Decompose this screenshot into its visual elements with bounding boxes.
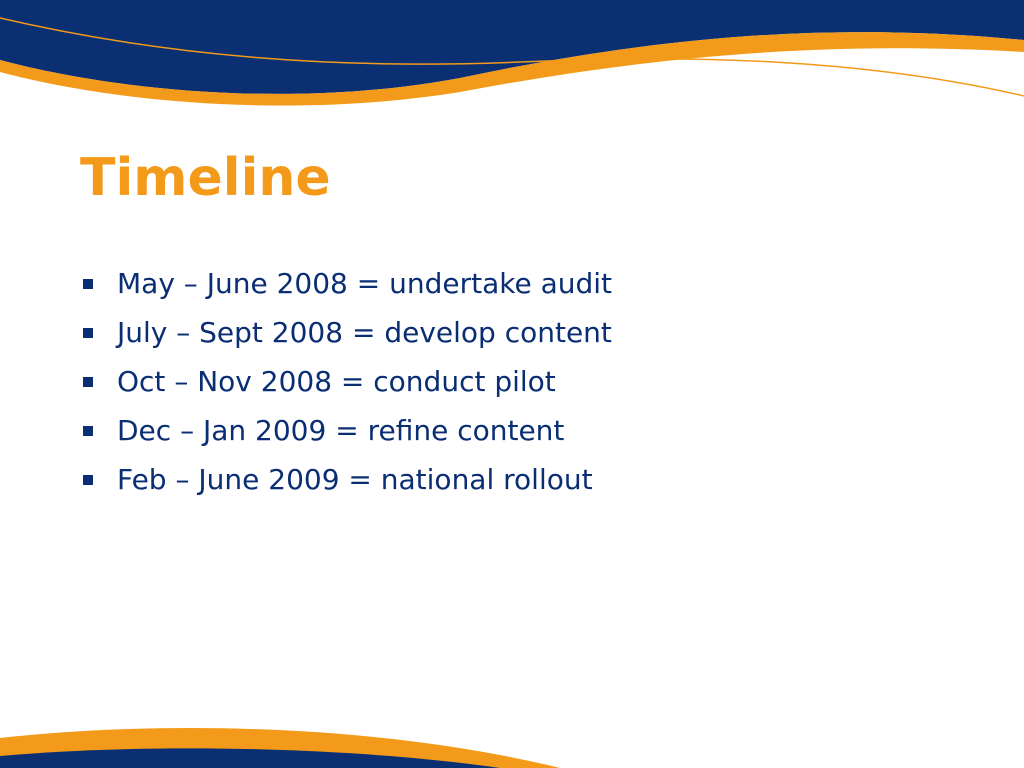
- square-bullet-icon: [83, 328, 93, 338]
- bullet-item: [80, 360, 612, 409]
- bullet-text: Oct – Nov 2008 = conduct pilot: [117, 365, 556, 398]
- bullet-item: [80, 458, 612, 507]
- square-bullet-icon: [83, 475, 93, 485]
- bottom-decorative-banner: [0, 708, 1024, 768]
- bullet-item: [80, 262, 612, 311]
- top-decorative-banner: [0, 0, 1024, 110]
- square-bullet-icon: [83, 279, 93, 289]
- slide-title: Timeline: [80, 148, 331, 208]
- bullet-text: July – Sept 2008 = develop content: [117, 316, 612, 349]
- bullet-list: [80, 262, 612, 507]
- square-bullet-icon: [83, 377, 93, 387]
- bullet-text: Dec – Jan 2009 = refine content: [117, 414, 565, 447]
- bullet-text: May – June 2008 = undertake audit: [117, 267, 613, 300]
- square-bullet-icon: [83, 426, 93, 436]
- bullet-item: [80, 311, 612, 360]
- bullet-text: Feb – June 2009 = national rollout: [117, 463, 593, 496]
- bullet-item: [80, 409, 612, 458]
